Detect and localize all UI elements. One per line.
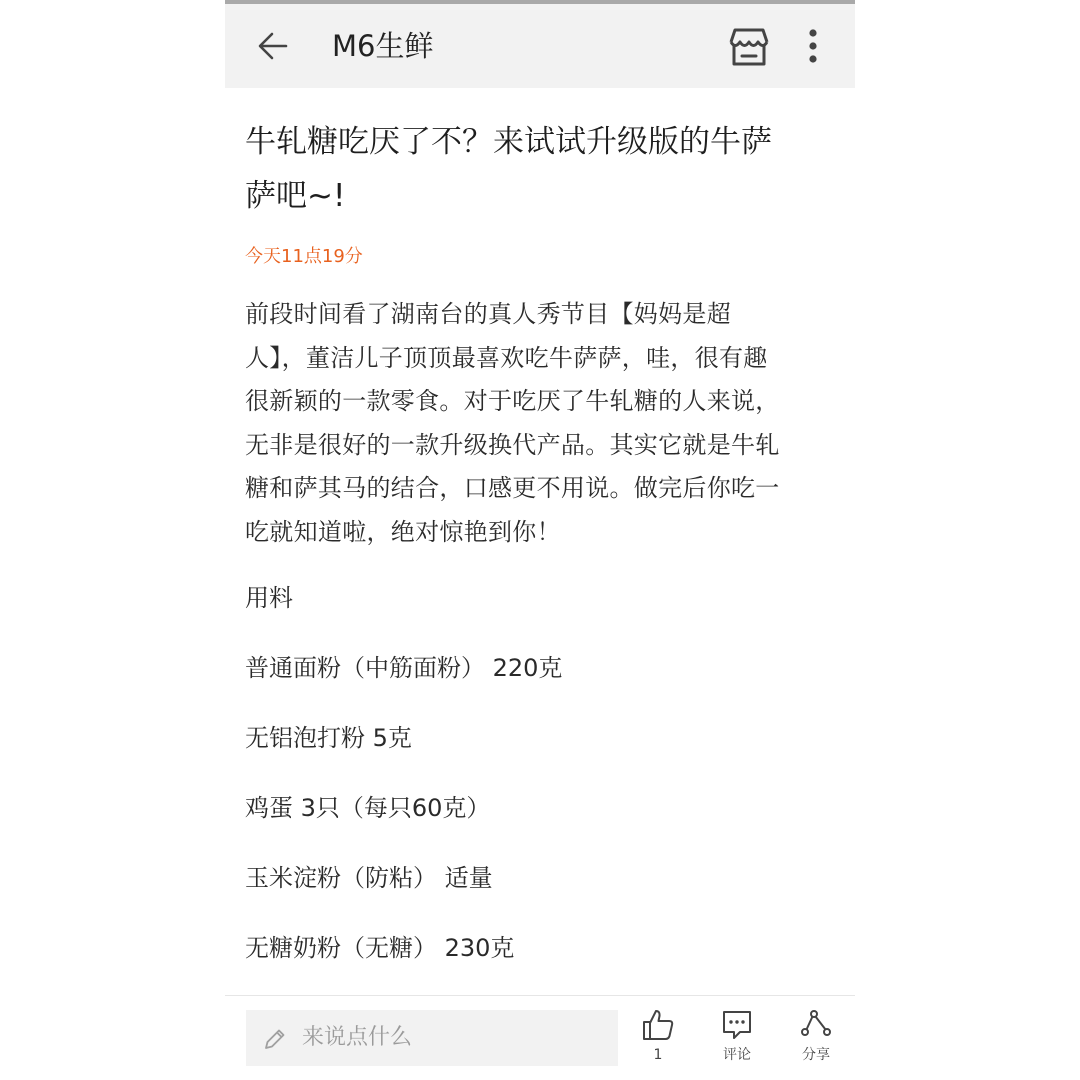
article-title [245, 115, 840, 223]
article-body [245, 293, 840, 554]
store-icon [725, 24, 773, 70]
like-count: 1 [653, 1047, 663, 1063]
ingredient-item: 鸡蛋 3只（每只60克） [245, 794, 491, 822]
bottom-bar-divider [225, 995, 855, 996]
top-app-bar [225, 4, 855, 88]
publish-time: 今天11点19分 [245, 246, 363, 267]
ingredients-heading: 用料 [245, 584, 293, 612]
comment-placeholder: 来说点什么 [302, 1025, 413, 1050]
page-title: M6生鲜 [332, 29, 434, 63]
app-screen [225, 0, 855, 1080]
body-line: 吃就知道啦，绝对惊艳到你！ [245, 517, 561, 546]
comment-button[interactable] [707, 1008, 767, 1072]
more-options-button[interactable] [801, 26, 825, 66]
comment-label: 评论 [723, 1047, 751, 1063]
pencil-icon [262, 1026, 288, 1052]
back-button[interactable] [253, 26, 293, 66]
store-button[interactable] [725, 24, 773, 70]
ingredient-item: 普通面粉（中筋面粉） 220克 [245, 654, 563, 682]
comment-input[interactable] [246, 1010, 618, 1066]
arrow-left-icon [253, 26, 293, 66]
more-vertical-icon [801, 26, 825, 66]
ingredient-item: 玉米淀粉（防粘） 适量 [245, 864, 493, 892]
body-line: 人】，董洁儿子顶顶最喜欢吃牛萨萨，哇，很有趣 [245, 343, 768, 372]
body-line: 前段时间看了湖南台的真人秀节目【妈妈是超 [245, 300, 731, 328]
comment-bubble-icon [721, 1008, 753, 1042]
ingredient-item: 无铝泡打粉 5克 [245, 724, 412, 752]
share-button[interactable] [786, 1008, 846, 1072]
share-icon [800, 1008, 832, 1042]
like-button[interactable] [628, 1008, 688, 1072]
ingredient-item: 无糖奶粉（无糖） 230克 [245, 934, 515, 962]
article-title-line: 牛轧糖吃厌了不？来试试升级版的牛萨 [245, 124, 772, 160]
thumbs-up-icon [641, 1008, 675, 1042]
article-title-line: 萨吧~! [245, 178, 346, 214]
share-label: 分享 [802, 1047, 830, 1063]
article [245, 88, 840, 966]
body-line: 很新颖的一款零食。对于吃厌了牛轧糖的人来说， [245, 387, 780, 415]
body-line: 糖和萨其马的结合，口感更不用说。做完后你吃一 [245, 474, 780, 502]
body-line: 无非是很好的一款升级换代产品。其实它就是牛轧 [245, 430, 780, 459]
